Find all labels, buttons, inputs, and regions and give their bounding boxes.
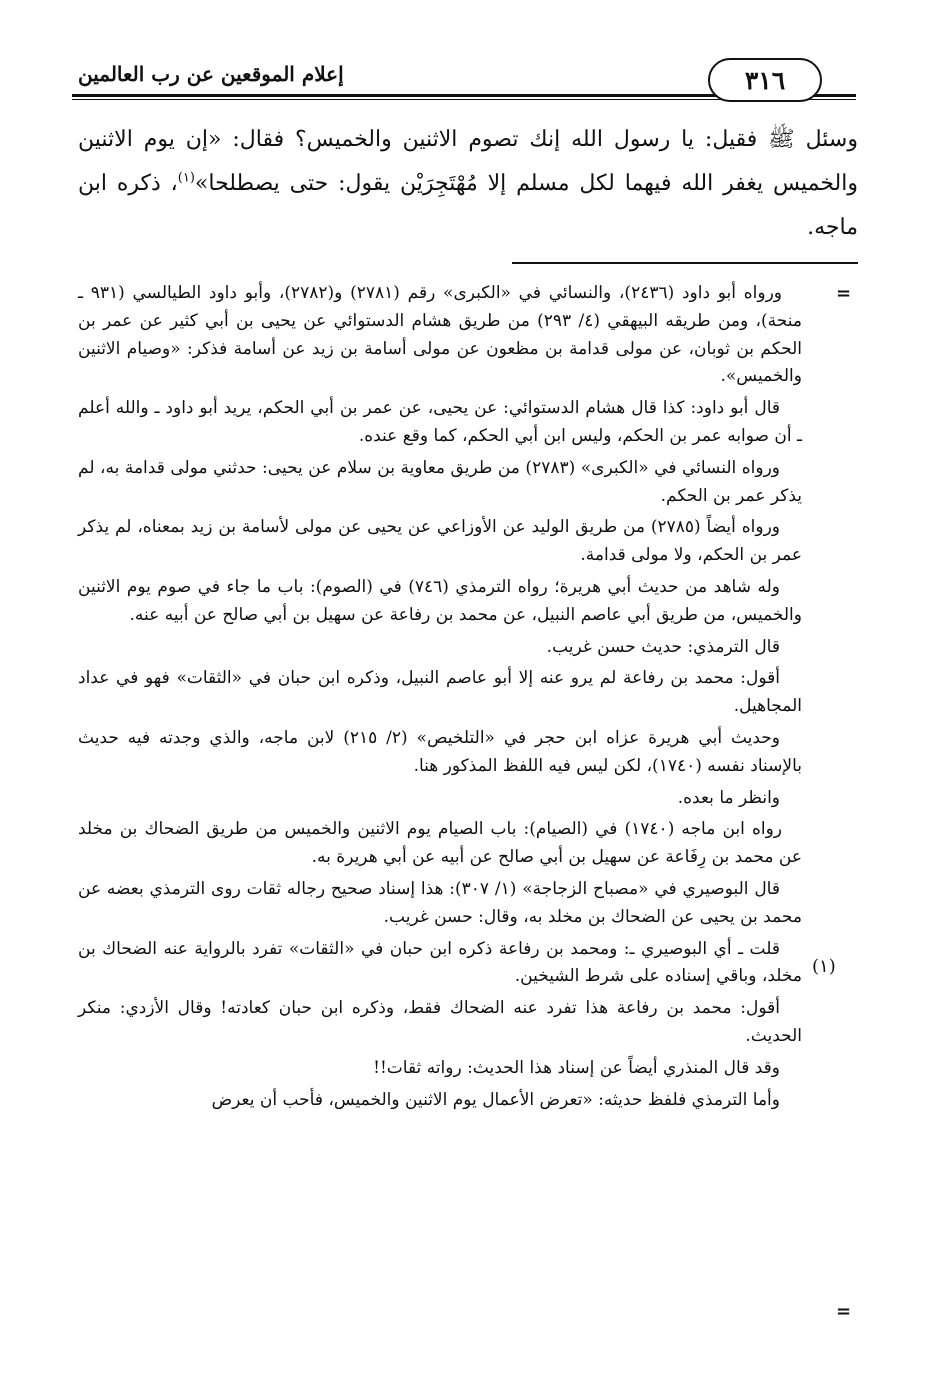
footnote-paragraph: قال البوصيري في «مصباح الزجاجة» (١/ ٣٠٧): هذا إسناد صحيح رجاله ثقات روى الترمذي بعضه عن محمد بن يحيى عن الضحاك بن مخلد به، وقال: حسن غريب. [78, 878, 802, 927]
footnote-paragraph: وقد قال المنذري أيضاً عن إسناد هذا الحديث: رواته ثقات!! [373, 1057, 780, 1078]
main-text-body: وسئل ﷺ فقيل: يا رسول الله إنك تصوم الاثنين والخميس؟ فقال: «إن يوم الاثنين والخميس يغفر الله فيهما لكل مسلم إلا مُهْتَجِرَيْن يقول: حتى يصطلحا» [78, 127, 859, 196]
footnote-paragraph: أقول: محمد بن رفاعة لم يرو عنه إلا أبو عاصم النبيل، وذكره ابن حبان في «الثقات» فهو في عداد المجاهيل. [78, 668, 802, 717]
continues-next-page-marker: = [836, 1301, 852, 1322]
footnote-paragraph: ورواه أبو داود (٢٤٣٦)، والنسائي في «الكبرى» رقم (٢٧٨١) و(٢٧٨٢)، وأبو داود الطيالسي (٩٣١ ـ منحة)، ومن طريقه البيهقي (٤/ ٢٩٣) من طريق هشام الدستوائي عن يحيى بن أبي كثير عن عمر بن الحكم بن ثوبان، عن مولى قدامة بن مظعون عن مولى أسامة بن زيد عن أسامة فذكر: «وصيام الاثنين والخميس». [78, 283, 802, 387]
footnote-paragraph: ورواه أيضاً (٢٧٨٥) من طريق الوليد عن الأوزاعي عن يحيى عن مولى لأسامة بن زيد بمعناه، لم يذكر عمر بن الحكم، ولا مولى قدامة. [78, 517, 802, 566]
footnote-reference: (١) [177, 170, 195, 186]
main-text-tail: ، ذكره ابن ماجه. [78, 171, 858, 240]
page-number: ٣١٦ [708, 58, 822, 102]
continuation-marker: = [836, 283, 852, 304]
footnote-paragraph: وحديث أبي هريرة عزاه ابن حجر في «التلخيص» (٢/ ٢١٥) لابن ماجه، والذي وجدته فيه حديث بالإسناد نفسه (١٧٤٠)، لكن ليس فيه اللفظ المذكور هنا. [78, 727, 802, 776]
footnote-paragraph: وله شاهد من حديث أبي هريرة؛ رواه الترمذي (٧٤٦) في (الصوم): باب ما جاء في صوم يوم الاثنين والخميس، من طريق أبي عاصم النبيل، عن محمد بن رفاعة عن سهيل بن أبي صالح عن أبيه عنه. [78, 576, 802, 625]
running-title: إعلام الموقعين عن رب العالمين [78, 62, 344, 86]
footnote-paragraph: قال الترمذي: حديث حسن غريب. [546, 636, 780, 657]
footnote-paragraph: قال أبو داود: كذا قال هشام الدستوائي: عن يحيى، عن عمر بن أبي الحكم، يريد أبو داود ـ والله أعلم ـ أن صوابه عمر بن الحكم، وليس ابن أبي الحكم، كما وقع عنده. [78, 398, 802, 446]
footnote-paragraph: قلت ـ أي البوصيري ـ: ومحمد بن رفاعة ذكره ابن حبان في «الثقات» تفرد بالرواية عنه الضحاك بن مخلد، وباقي إسناده على شرط الشيخين. [78, 938, 802, 987]
main-text [78, 118, 858, 250]
footnote-paragraph: وأما الترمذي فلفظ حديثه: «تعرض الأعمال يوم الاثنين والخميس، فأحب أن يعرض [211, 1089, 780, 1110]
page-header [72, 52, 856, 104]
footnote-paragraph: رواه ابن ماجه (١٧٤٠) في (الصيام): باب الصيام يوم الاثنين والخميس من طريق الضحاك بن مخلد عن محمد بن رِفَاعة عن سهيل بن أبي صالح عن أبيه عن أبي هريرة به. [78, 819, 802, 868]
footnotes [78, 280, 802, 1118]
footnote-number: (١) [812, 956, 836, 977]
footnote-paragraph: أقول: محمد بن رفاعة هذا تفرد عنه الضحاك فقط، وذكره ابن حبان كعادته! وقال الأزدي: منكر الحديث. [78, 998, 802, 1046]
footnote-separator [512, 262, 858, 264]
footnote-paragraph: وانظر ما بعده. [677, 787, 780, 808]
footnote-paragraph: ورواه النسائي في «الكبرى» (٢٧٨٣) من طريق معاوية بن سلام عن يحيى: حدثني مولى قدامة به، لم يذكر عمر بن الحكم. [78, 457, 802, 506]
